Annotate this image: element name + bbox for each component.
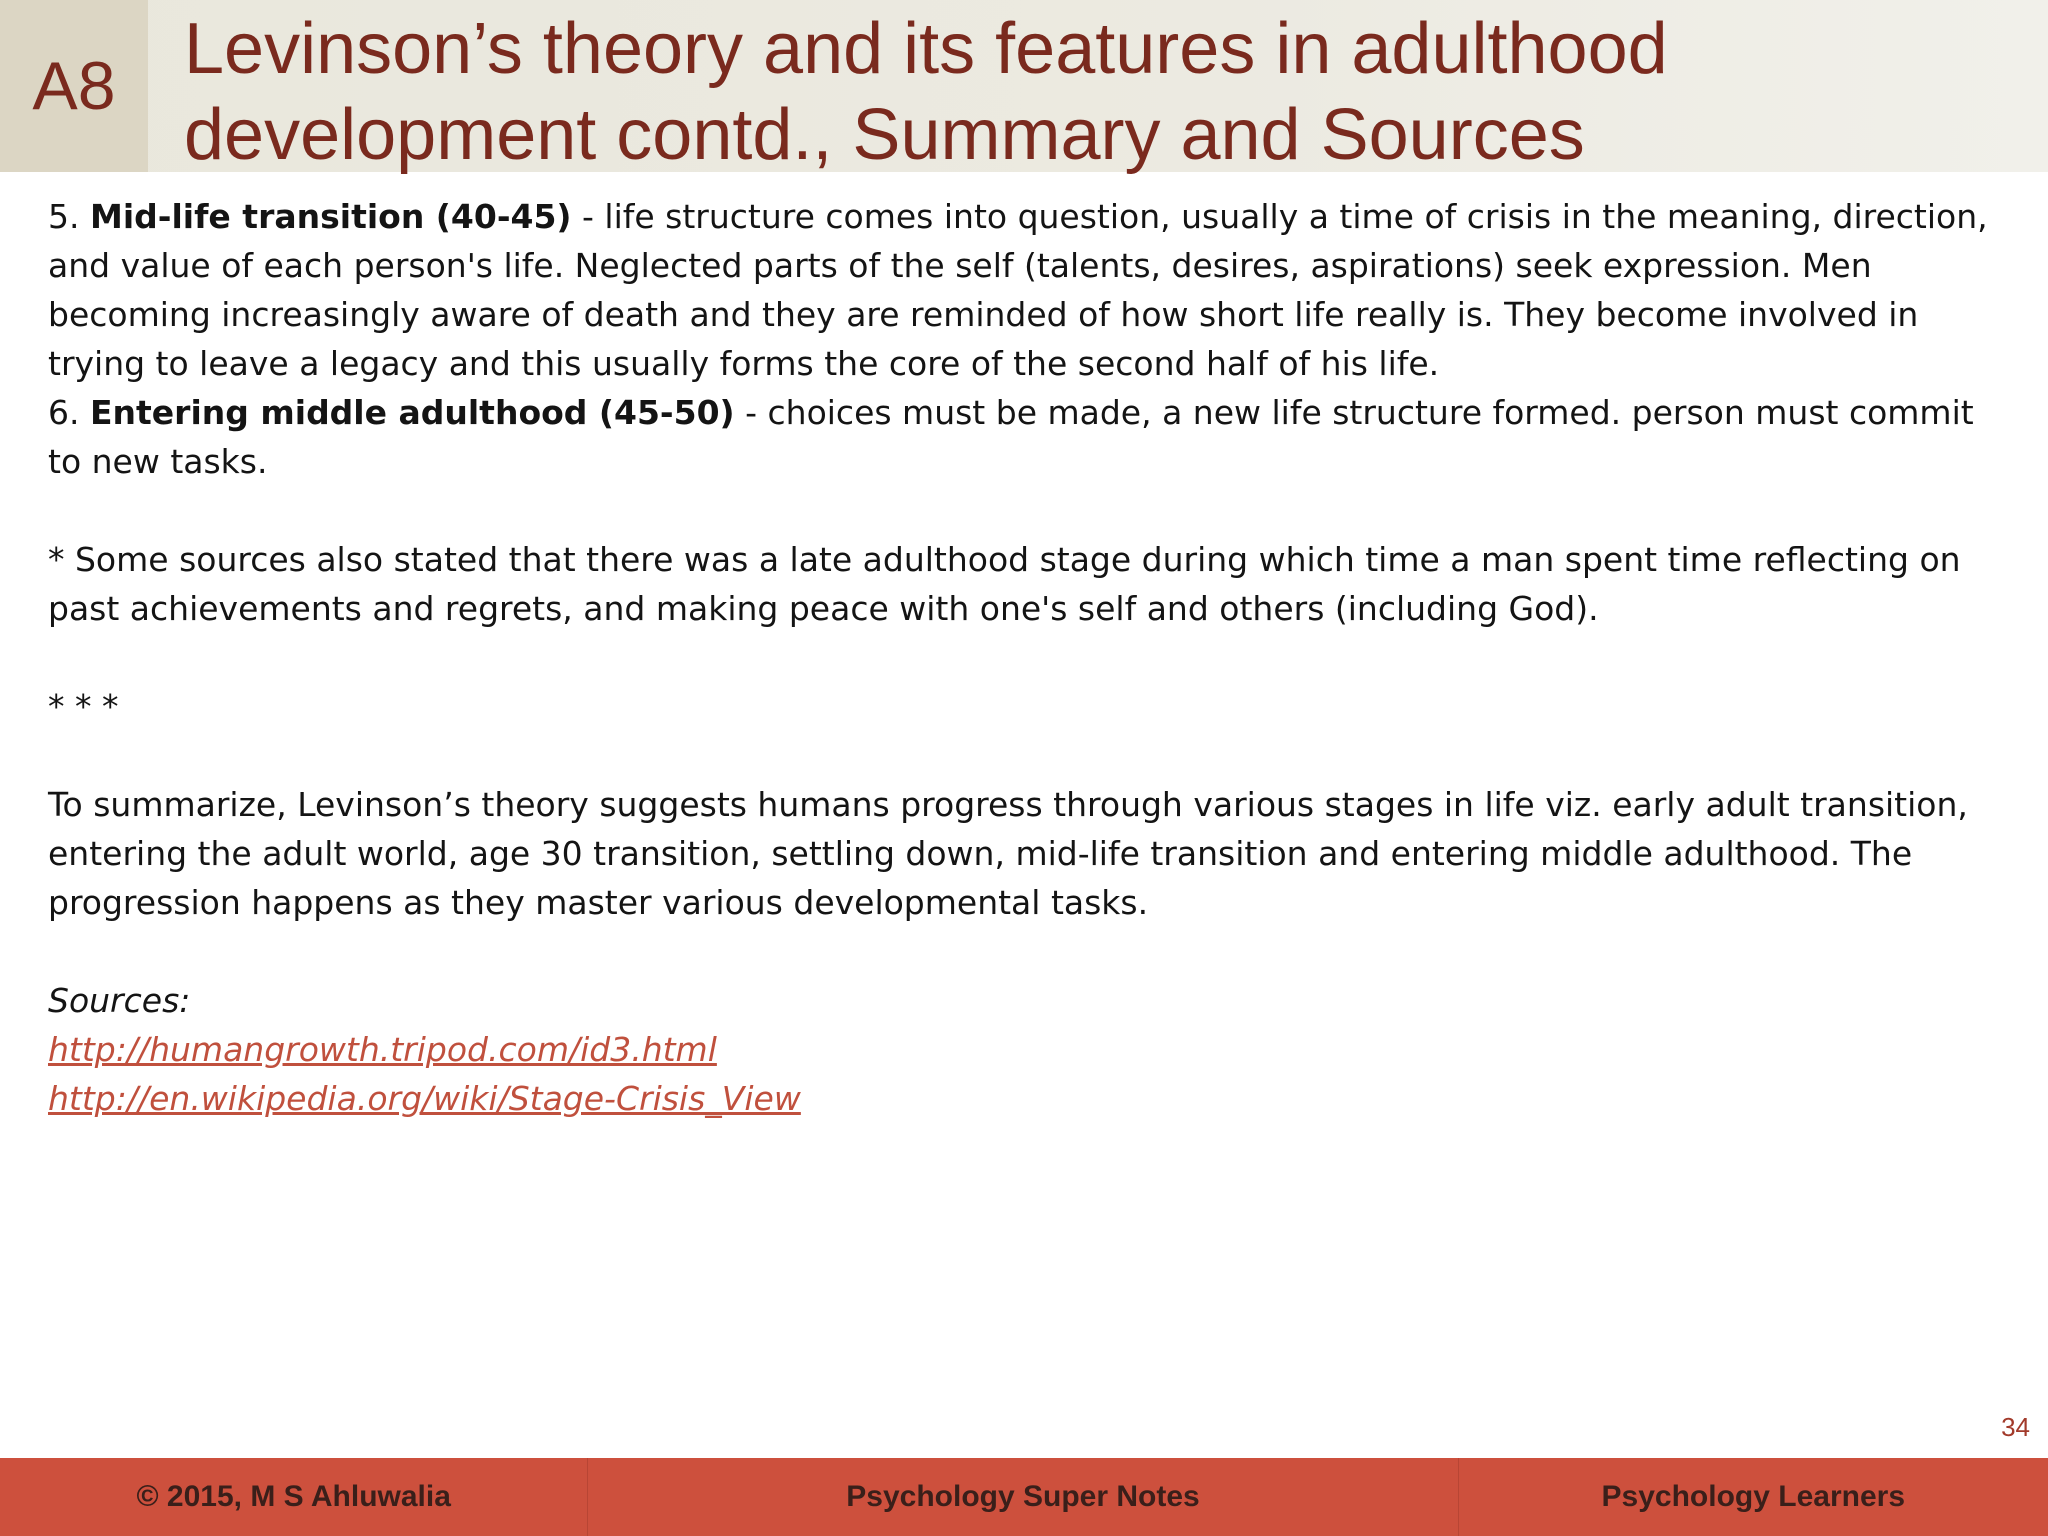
summary-paragraph: To summarize, Levinson’s theory suggests humans progress through various stages in life viz. early adult transition, entering the adult world, age 30 transition, settling down, mid-life transition and entering middle adulthood. The progression happens as they master various developmental tasks. <box>48 785 1968 922</box>
spacer <box>48 731 2008 780</box>
slide-title <box>184 6 2024 178</box>
footer-title: Psychology Super Notes <box>588 1458 1458 1536</box>
slide-body <box>48 192 2008 1123</box>
stage-6-number: 6. <box>48 393 90 432</box>
slide-header <box>0 0 2048 175</box>
slide-title-line-1: Levinson’s theory and its features in adulthood <box>184 9 1668 89</box>
spacer <box>48 486 2008 535</box>
footer-brand: Psychology Learners <box>1601 1480 1906 1513</box>
spacer <box>48 633 2008 682</box>
section-code-box <box>0 0 148 172</box>
slide-title-line-2: development contd., Summary and Sources <box>184 95 1585 175</box>
page-number: 34 <box>2001 1412 2030 1442</box>
stage-6-heading: Entering middle adulthood (45-50) <box>89 393 735 432</box>
late-adulthood-note: * Some sources also stated that there was a late adulthood stage during which time a man spent time reflecting on past achievements and regrets, and making peace with one's self and others (including God). <box>48 540 1961 628</box>
stage-5-number: 5. <box>48 197 90 236</box>
sources-label: Sources: <box>48 981 191 1020</box>
source-link-wikipedia[interactable]: http://en.wikipedia.org/wiki/Stage-Crisis_View <box>48 1079 801 1118</box>
section-code: A8 <box>32 48 116 124</box>
source-link-humangrowth[interactable]: http://humangrowth.tripod.com/id3.html <box>48 1030 717 1069</box>
stage-5-text: - life structure comes into question, usually a time of crisis in the meaning, direction, and value of each person's life. Neglected parts of the self (talents, desires, aspirations) seek expression. Men becoming increasingly aware of death and they are reminded of how short life really is. They become involved in trying to leave a legacy and this usually forms the core of the second half of his life. <box>48 197 1988 383</box>
slide-footer <box>0 1458 2048 1536</box>
stage-6-text: - choices must be made, a new life structure formed. person must commit to new tasks. <box>48 393 1974 481</box>
stage-5-heading: Mid-life transition (40-45) <box>89 197 572 236</box>
footer-copyright: © 2015, M S Ahluwalia <box>0 1458 588 1536</box>
stage-5-paragraph <box>48 192 2008 388</box>
spacer <box>48 927 2008 976</box>
section-separator: * * * <box>48 687 119 726</box>
stage-6-paragraph <box>48 388 2008 486</box>
